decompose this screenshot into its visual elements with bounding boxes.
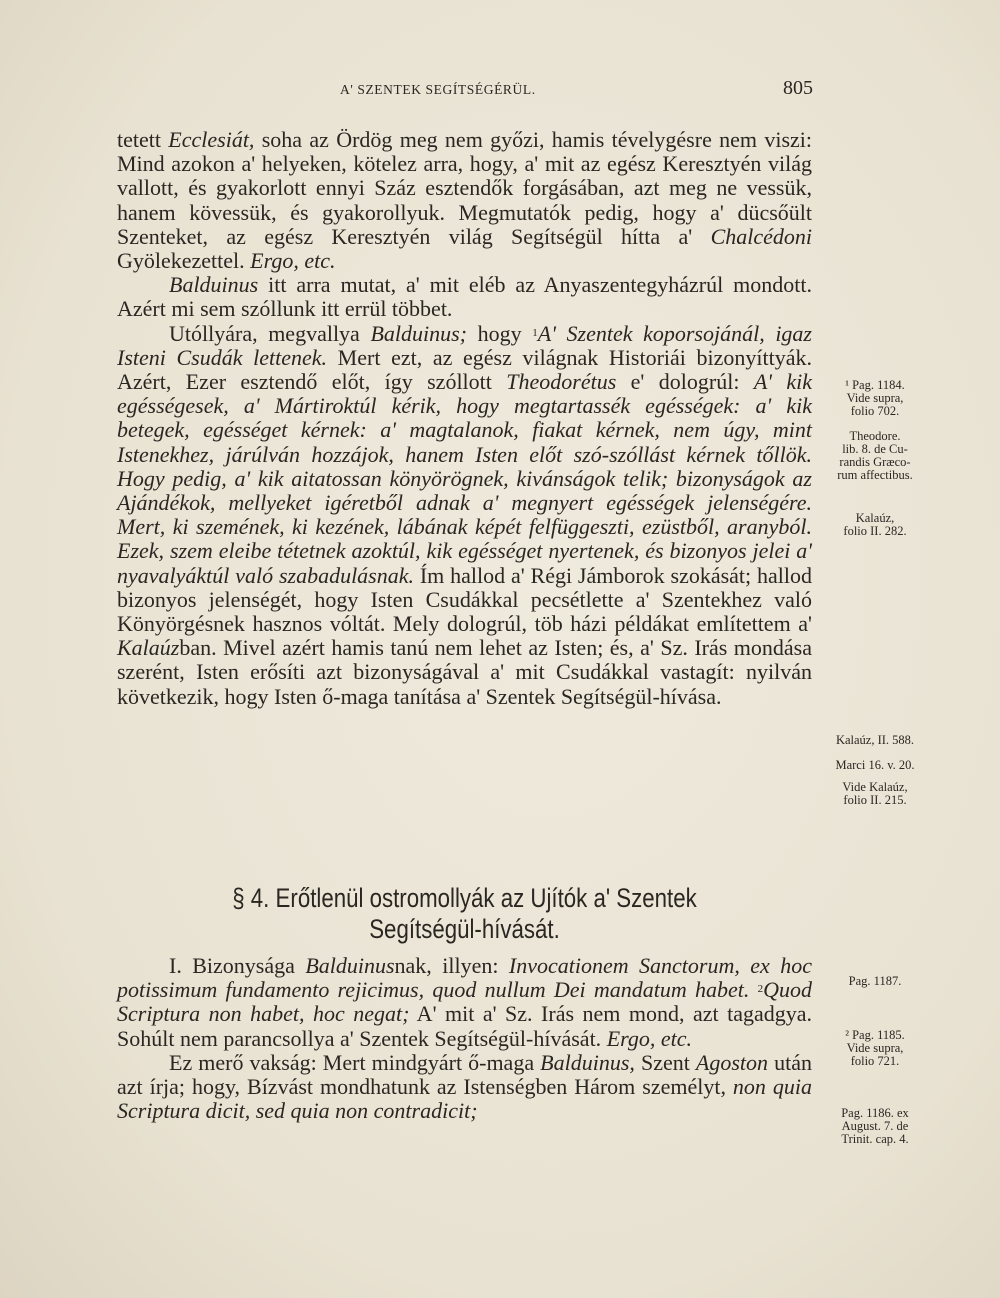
- margin-note-line: Vide Kalaúz,: [842, 780, 908, 794]
- italic-run: Ergo, etc.: [606, 1025, 693, 1051]
- section-heading-line-2: Segítségül-hívását.: [369, 914, 560, 944]
- text-run: Ím hallod a' Régi Jámborok szokását; hallod bizonyos jelenségét, hogy Isten Csudákkal pecsétlette a' Szentekhez való Könyörgésnek hasznos vóltát. Mely dologrúl, töb házi példákat említettem a': [117, 562, 812, 637]
- margin-note-line: folio 721.: [850, 1054, 900, 1068]
- main-text-block-1: [117, 128, 812, 709]
- margin-note-line: Kalaúz,: [855, 511, 895, 525]
- text-run: I. Bizonysága: [169, 953, 306, 978]
- margin-note-line: lib. 8. de Cu-: [842, 442, 908, 456]
- footnote-marker: 1: [532, 326, 538, 339]
- text-run: A' mit a' Sz. Irás nem mond, azt tagadgya. Sohúlt nem parancsollya a' Szentek Segítségül-hívását.: [117, 1001, 812, 1051]
- section-heading-line-1: § 4. Erőtlenül ostromollyák az Ujítók a' Szentek: [232, 883, 697, 913]
- paragraph: [117, 128, 812, 273]
- margin-note-line: Marci 16. v. 20.: [835, 758, 915, 772]
- margin-note-line: Vide supra,: [846, 1041, 904, 1055]
- text-run: Gyölekezettel.: [117, 248, 251, 274]
- margin-note: [820, 379, 930, 418]
- text-run: soha az Ördög meg nem győzi, hamis tévelygésre nem viszi: Mind azokon a' helyeken, kötelez arra, hogy, a' mit az egész Keresztyén világ vallott, és gyakorlott ennyi Száz esztendők forgásában, azt meg ne vessük, hanem kövessük, és gyakorollyuk. Megmutatók pedig, hogy a' dücsőült Szenteket, az egész Keresztyén világ Segítségül hítta a': [117, 127, 812, 249]
- italic-run: Balduinus,: [540, 1049, 635, 1075]
- margin-note: [820, 1029, 930, 1068]
- paragraph: [117, 954, 812, 1051]
- italic-run: Balduinus;: [370, 320, 468, 346]
- italic-run: Balduinus: [169, 272, 259, 298]
- margin-note: [820, 781, 930, 807]
- italic-run: Ergo, etc.: [250, 248, 336, 274]
- margin-note: [820, 1107, 930, 1146]
- margin-note-line: ¹ Pag. 1184.: [845, 378, 905, 392]
- margin-note-line: August. 7. de: [841, 1119, 909, 1133]
- paragraph: [117, 1051, 812, 1124]
- text-run: tetett: [117, 127, 169, 152]
- paragraph: [117, 322, 812, 709]
- margin-note-line: folio II. 282.: [843, 524, 907, 538]
- text-run: Ez merő vakság: Mert mindgyárt ő-maga: [169, 1049, 541, 1075]
- footnote-marker: 2: [757, 983, 764, 996]
- italic-run: Balduinus: [305, 953, 395, 978]
- margin-note: [820, 975, 930, 988]
- text-run: ban. Mivel azért hamis tanú nem lehet az Isten; és, a' Sz. Irás mondása szerént, Isten erősíti azt bizonyságával a' mit Csudákkal vastagít: nyilván következik, hogy Isten ő-maga tanítása a' Szentek Segítségül-hívása.: [117, 635, 812, 709]
- margin-note-line: Theodore.: [849, 429, 901, 443]
- text-run: e' dologrúl:: [616, 369, 754, 395]
- text-run: Szent: [634, 1049, 696, 1075]
- italic-run: A' Szentek koporsojánál, igaz Isteni Csudák lettenek.: [117, 320, 812, 370]
- margin-note-line: Kalaúz, II. 588.: [835, 733, 915, 747]
- main-text-block-2: [117, 954, 812, 1123]
- italic-run: non quia Scriptura dicit, sed quia non contradicit;: [117, 1074, 812, 1124]
- margin-note-line: Pag. 1186. ex: [841, 1106, 909, 1120]
- italic-run: Agoston: [695, 1049, 769, 1075]
- margin-note-line: rum affectibus.: [837, 468, 913, 482]
- paragraph: [117, 273, 812, 321]
- margin-note-line: ² Pag. 1185.: [845, 1028, 905, 1042]
- margin-note: [816, 734, 934, 747]
- text-run: nak, illyen:: [394, 953, 509, 978]
- italic-run: Invocationem Sanctorum, ex hoc potissimum fundamento rejicimus, quod nullum Dei mandatum habet.: [117, 953, 812, 1003]
- margin-note-line: Trinit. cap. 4.: [841, 1132, 909, 1146]
- text-run: [749, 977, 757, 1002]
- running-head: A' SZENTEK SEGÍTSÉGÉRÜL.: [340, 82, 536, 97]
- italic-run: Quod Scriptura non habet, hoc negat;: [117, 977, 812, 1027]
- text-run: hogy: [467, 320, 533, 346]
- margin-note: [820, 759, 930, 772]
- margin-note: [820, 512, 930, 538]
- section-heading: [173, 883, 757, 945]
- margin-note: [820, 430, 930, 482]
- text-run: Utóllyára, megvallya: [169, 320, 371, 346]
- margin-note-line: randis Græco-: [839, 455, 911, 469]
- italic-run: Kalaúz: [117, 635, 180, 661]
- margin-note-line: Vide supra,: [846, 391, 904, 405]
- italic-run: Ecclesiát,: [168, 127, 255, 152]
- page-number: 805: [783, 77, 813, 99]
- margin-note-line: folio 702.: [850, 404, 900, 418]
- text-run: után azt írja; hogy, Bízvást mondhatunk az Istenségben Három személyt,: [117, 1049, 812, 1100]
- italic-run: Theodorétus: [506, 369, 617, 395]
- text-run: itt arra mutat, a' mit eléb az Anyaszentegyházrúl mondott. Azért mi sem szóllunk itt errül többet.: [117, 272, 812, 322]
- italic-run: A' kik egésségesek, a' Mártiroktúl kérik, hogy megtartassék egésségek: a' kik betegek, egésséget kérnek: a' magtalanok, fiakat kérnek, nem úgy, mint Istenekhez, járúlván hozzájok, hanem Isten előt szó-szóllást kérnek tőllök. Hogy pedig, a' kik aitatossan könyörögnek, kivánságok telik; bizonyságok az Ajándékok, mellyeket igéretből adnak a' megnyert egésségek jelenségére. Mert, ki szemének, ki kezének, lábának képét felfüggeszti, ezüstből, aranyból. Ezek, szem eleibe tétetnek azoktúl, kik egésséget nyertenek, és bizonyos jelei a' nyavalyáktúl való szabadulásnak.: [117, 369, 812, 588]
- margin-note-line: Pag. 1187.: [848, 974, 902, 988]
- text-run: Mert ezt, az egész világnak Historiái bizonyíttyák. Azért, Ezer esztendő előt, így szóllott: [117, 344, 812, 395]
- margin-note-line: folio II. 215.: [843, 793, 907, 807]
- italic-run: Chalcédoni: [710, 223, 812, 249]
